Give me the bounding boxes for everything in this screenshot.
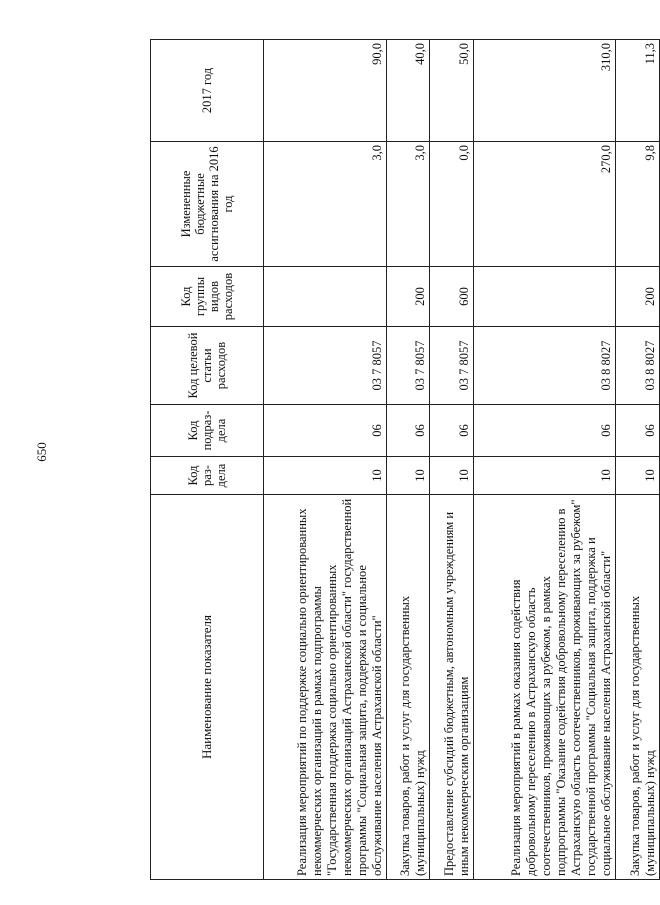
row-statya: 03 7 8057 [430, 327, 474, 405]
row-razdel: 10 [264, 457, 387, 495]
row-name: Реализация мероприятий в рамках оказания содействия добровольному переселению в Астраханскую область соотечественников, проживающих за рубежом, в рамках подпрограммы "Оказание содействия добровольному переселению в Астраханскую область соотечественников, проживающих за рубежом" государственной программы "Социальная защита, поддержка и социальное обслуживание населения Астраханской области" [473, 495, 616, 880]
row-izm: 0,0 [430, 142, 474, 267]
row-vid [473, 267, 616, 327]
row-statya: 03 7 8057 [264, 327, 387, 405]
header-year: 2017 год [151, 40, 264, 142]
row-statya: 03 7 8057 [386, 327, 430, 405]
budget-table [150, 39, 660, 880]
header-podrazdel: Код подраз-дела [151, 405, 264, 457]
table-row [264, 40, 387, 880]
header-vid: Код группы видов расходов [151, 267, 264, 327]
header-izm: Измененные бюджетные ассигнования на 2016 год [151, 142, 264, 267]
row-statya: 03 8 8027 [616, 327, 660, 405]
row-year: 40,0 [386, 40, 430, 142]
row-razdel: 10 [430, 457, 474, 495]
row-name: Закупка товаров, работ и услуг для государственных (муниципальных) нужд [386, 495, 430, 880]
page-number: 650 [34, 442, 49, 462]
row-year: 90,0 [264, 40, 387, 142]
row-razdel: 10 [386, 457, 430, 495]
row-podrazdel: 06 [264, 405, 387, 457]
table-row [473, 40, 616, 880]
header-statya: Код целевой статьи расходов [151, 327, 264, 405]
table-row [430, 40, 474, 880]
row-podrazdel: 06 [616, 405, 660, 457]
row-izm: 9,8 [616, 142, 660, 267]
row-year: 310,0 [473, 40, 616, 142]
row-statya: 03 8 8027 [473, 327, 616, 405]
table-row [386, 40, 430, 880]
table-header-row [151, 40, 264, 880]
row-razdel: 10 [473, 457, 616, 495]
row-razdel: 10 [616, 457, 660, 495]
table-row [616, 40, 660, 880]
row-vid: 200 [386, 267, 430, 327]
row-vid: 200 [616, 267, 660, 327]
rotated-table-container [150, 40, 660, 880]
row-izm: 270,0 [473, 142, 616, 267]
row-name: Закупка товаров, работ и услуг для государственных (муниципальных) нужд [616, 495, 660, 880]
row-podrazdel: 06 [386, 405, 430, 457]
row-year: 50,0 [430, 40, 474, 142]
row-vid: 600 [430, 267, 474, 327]
row-izm: 3,0 [386, 142, 430, 267]
row-podrazdel: 06 [430, 405, 474, 457]
header-razdel: Код раз-дела [151, 457, 264, 495]
header-name: Наименование показателя [151, 495, 264, 880]
row-name: Реализация мероприятий по поддержке социально ориентированных некоммерческих организаций в рамках подпрограммы "Государственная поддержка социально ориентированных некоммерческих организаций Астраханской области" государственной программы "Социальная защита, поддержка и социальное обслуживание населения Астраханской области" [264, 495, 387, 880]
row-podrazdel: 06 [473, 405, 616, 457]
row-izm: 3,0 [264, 142, 387, 267]
row-vid [264, 267, 387, 327]
row-name: Предоставление субсидий бюджетным, автономным учреждениям и иным некоммерческим организациям [430, 495, 474, 880]
row-year: 11,3 [616, 40, 660, 142]
